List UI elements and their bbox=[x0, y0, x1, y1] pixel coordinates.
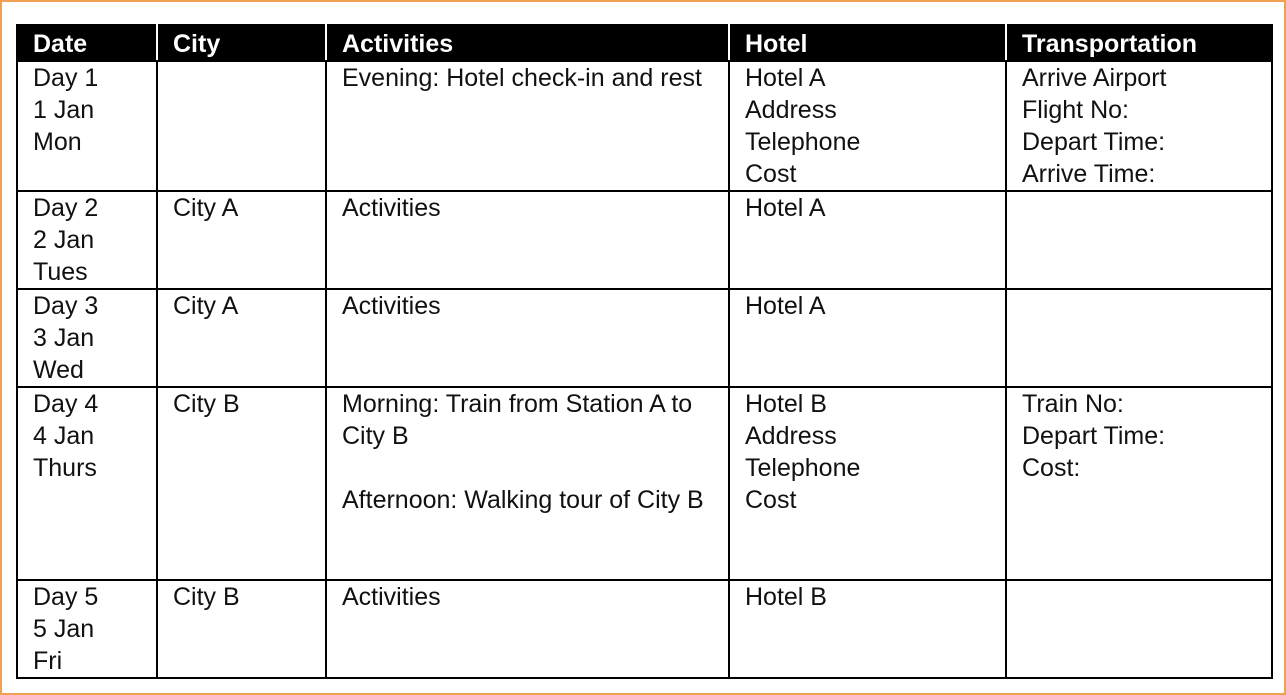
itinerary-table bbox=[16, 24, 1273, 679]
date-day: Day 3 bbox=[33, 292, 99, 320]
table-row bbox=[17, 387, 1272, 580]
header-city: City bbox=[157, 25, 326, 61]
city-name: City A bbox=[173, 194, 239, 222]
transport-line: Flight No: bbox=[1022, 96, 1129, 124]
table-header-row bbox=[17, 25, 1272, 61]
table-row bbox=[17, 289, 1272, 387]
hotel-line: Hotel A bbox=[745, 292, 826, 320]
cell-transportation bbox=[1006, 387, 1272, 580]
paragraph-spacer bbox=[342, 452, 718, 484]
cell-transportation bbox=[1006, 61, 1272, 191]
cell-date bbox=[17, 191, 157, 289]
date-date: 2 Jan bbox=[33, 226, 95, 254]
hotel-line: Hotel B bbox=[745, 583, 827, 611]
hotel-line: Cost bbox=[745, 160, 797, 188]
transport-line: Depart Time: bbox=[1022, 128, 1166, 156]
cell-date bbox=[17, 61, 157, 191]
cell-activities bbox=[326, 580, 729, 678]
date-day: Day 5 bbox=[33, 583, 99, 611]
transport-line: Depart Time: bbox=[1022, 422, 1166, 450]
cell-city bbox=[157, 61, 326, 191]
cell-city bbox=[157, 289, 326, 387]
cell-date bbox=[17, 289, 157, 387]
cell-city bbox=[157, 580, 326, 678]
activity-text: Activities bbox=[342, 583, 441, 611]
cell-hotel bbox=[729, 289, 1006, 387]
transport-line: Cost: bbox=[1022, 454, 1081, 482]
hotel-line: Address bbox=[745, 96, 837, 124]
cell-hotel bbox=[729, 387, 1006, 580]
transport-line: Arrive Time: bbox=[1022, 160, 1156, 188]
hotel-line: Telephone bbox=[745, 128, 861, 156]
hotel-line: Hotel B bbox=[745, 390, 827, 418]
city-name: City A bbox=[173, 292, 239, 320]
cell-transportation bbox=[1006, 289, 1272, 387]
date-weekday: Mon bbox=[33, 128, 82, 156]
cell-city bbox=[157, 191, 326, 289]
date-weekday: Wed bbox=[33, 356, 84, 384]
hotel-line: Hotel A bbox=[745, 194, 826, 222]
date-weekday: Thurs bbox=[33, 454, 97, 482]
activity-text: Morning: Train from Station A to City B bbox=[342, 390, 700, 450]
cell-activities bbox=[326, 191, 729, 289]
cell-transportation bbox=[1006, 580, 1272, 678]
date-day: Day 4 bbox=[33, 390, 99, 418]
city-name: City B bbox=[173, 390, 240, 418]
header-hotel: Hotel bbox=[729, 25, 1006, 61]
activity-text: Afternoon: Walking tour of City B bbox=[342, 486, 704, 514]
cell-hotel bbox=[729, 580, 1006, 678]
header-activities: Activities bbox=[326, 25, 729, 61]
table-row bbox=[17, 580, 1272, 678]
date-date: 3 Jan bbox=[33, 324, 95, 352]
hotel-line: Address bbox=[745, 422, 837, 450]
activity-text: Evening: Hotel check-in and rest bbox=[342, 64, 702, 92]
cell-hotel bbox=[729, 61, 1006, 191]
activity-text: Activities bbox=[342, 194, 441, 222]
cell-transportation bbox=[1006, 191, 1272, 289]
hotel-line: Telephone bbox=[745, 454, 861, 482]
cell-activities bbox=[326, 61, 729, 191]
cell-activities bbox=[326, 387, 729, 580]
date-day: Day 2 bbox=[33, 194, 99, 222]
cell-city bbox=[157, 387, 326, 580]
date-weekday: Tues bbox=[33, 258, 88, 286]
transport-line: Train No: bbox=[1022, 390, 1124, 418]
date-day: Day 1 bbox=[33, 64, 99, 92]
cell-hotel bbox=[729, 191, 1006, 289]
date-date: 4 Jan bbox=[33, 422, 95, 450]
cell-date bbox=[17, 387, 157, 580]
table-row bbox=[17, 191, 1272, 289]
transport-line: Arrive Airport bbox=[1022, 64, 1167, 92]
header-date: Date bbox=[17, 25, 157, 61]
date-date: 5 Jan bbox=[33, 615, 95, 643]
hotel-line: Cost bbox=[745, 486, 797, 514]
cell-activities bbox=[326, 289, 729, 387]
header-transportation: Transportation bbox=[1006, 25, 1272, 61]
city-name: City B bbox=[173, 583, 240, 611]
table-row bbox=[17, 61, 1272, 191]
date-date: 1 Jan bbox=[33, 96, 95, 124]
activity-text: Activities bbox=[342, 292, 441, 320]
cell-date bbox=[17, 580, 157, 678]
date-weekday: Fri bbox=[33, 647, 63, 675]
hotel-line: Hotel A bbox=[745, 64, 826, 92]
